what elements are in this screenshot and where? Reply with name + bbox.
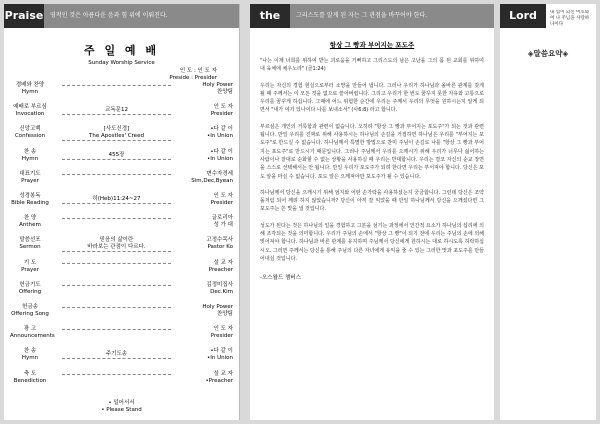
order-item-ko: 신앙고백 xyxy=(19,126,41,133)
order-item-leader xyxy=(181,126,233,140)
leader-ko: •다 같 이 xyxy=(210,348,233,355)
order-item-leader xyxy=(181,171,233,185)
leader-ko: 글로리아 xyxy=(211,215,233,222)
devotional-paragraph: "나는 이제 너희를 위하여 받는 괴로움을 기뻐하고 그리스도의 남은 고난을 그의 몸 된 교회를 위하여 내 육체에 채우노라" (골1:24) xyxy=(260,58,484,73)
sermon-summary-heading: ◈말씀요약◈ xyxy=(527,49,569,58)
order-item-en: Sermon xyxy=(19,244,41,251)
stand-en: • Please Stand xyxy=(101,407,142,413)
order-item-detail-line: [사도신경] xyxy=(103,126,130,133)
order-row xyxy=(10,82,233,106)
leader-en: Sim,Dec,Byean xyxy=(191,177,233,184)
page-title: 주 일 예 배 xyxy=(84,44,159,57)
leader-en: Presider xyxy=(210,333,233,340)
order-item-name xyxy=(10,149,50,163)
order-item-detail: 교독문12 xyxy=(62,107,171,115)
order-item-detail xyxy=(62,126,171,141)
devotional-header-text: 그리스도를 알게 된 자는 그 관점을 바꾸어야 한다. xyxy=(296,12,428,19)
devotional-paragraph: 우리는 자신의 경험 현실으로부터 소망을 만들어 냅니다. 그러나 우리가 하나님과 올바른 관계를 갖게 될 때 주께서는 이 모든 것을 없으로 쓸어버립니다. 그리고 우리가 한 번도 꿈꾸지 못한 자유와 고통으로 우리를 꿈꾸게 하십니다. 그때에 어느 위험한 순간에 우리는 주께서 우리의 무엇을 원하시는지 알게 되면서 "내가 여기 있나이다 나를 보내소서" (사6:8) 라고 합니다. xyxy=(260,82,484,114)
order-item-detail-line: 바라보는 관점이 다르다. xyxy=(87,244,146,251)
order-item-detail: 히(Heb)11:24~27 xyxy=(62,196,171,204)
order-item-en: Hymn xyxy=(21,89,39,95)
order-item-name xyxy=(10,237,50,251)
order-row xyxy=(10,282,233,306)
stand-ko: • 일어서서 xyxy=(108,400,135,406)
order-item-en: Invocation xyxy=(15,111,45,118)
order-item-en: Offering xyxy=(18,288,42,295)
devotional-signature: -오스왈드 챔버스 xyxy=(260,275,301,282)
the-label: the xyxy=(250,4,290,28)
order-item-leader xyxy=(181,104,233,118)
praise-header-text: 영적인 것은 아름다운 음과 힘 위에 이뤄진다. xyxy=(50,12,168,19)
order-item-name xyxy=(10,126,50,140)
leader-ko: •다 같 이 xyxy=(210,126,233,133)
order-item-name xyxy=(10,304,50,318)
leader-ko: 변수자경세 xyxy=(206,170,233,177)
order-item-detail xyxy=(62,285,171,286)
order-row xyxy=(10,371,233,395)
leader-en: Preacher xyxy=(208,266,233,273)
order-row xyxy=(10,237,233,261)
stand-note xyxy=(4,400,239,414)
leader-en: •In Union xyxy=(207,355,233,362)
order-item-leader xyxy=(181,304,233,318)
order-item-leader xyxy=(181,326,233,340)
order-item-detail xyxy=(62,329,171,330)
order-item-ko: 말씀선포 xyxy=(19,237,41,244)
order-row xyxy=(10,171,233,195)
order-item-ko: 대표기도 xyxy=(19,170,41,177)
order-item-detail xyxy=(62,374,171,375)
leader-ko: Holy Power xyxy=(202,304,233,310)
order-item-leader xyxy=(181,82,233,96)
order-row xyxy=(10,215,233,239)
leader-en: Presider xyxy=(210,200,233,206)
order-item-leader xyxy=(181,237,233,251)
leader-en: 찬양팀 xyxy=(217,311,233,317)
order-item-detail xyxy=(62,218,171,219)
order-item-leader xyxy=(181,371,233,385)
order-item-leader xyxy=(181,282,233,296)
page-subtitle: Sunday Worship Service xyxy=(88,60,155,66)
order-item-en: Announcements xyxy=(10,333,55,340)
order-item-en: Anthem xyxy=(19,222,41,229)
order-item-detail xyxy=(62,174,171,175)
order-item-leader xyxy=(181,348,233,362)
order-item-en: Offering Song xyxy=(11,311,49,317)
order-row xyxy=(10,126,233,150)
order-item-en: Prayer xyxy=(21,266,39,273)
order-item-name xyxy=(10,171,50,185)
order-item-name xyxy=(10,348,50,362)
order-item-ko: 찬 송 xyxy=(23,348,37,355)
order-item-detail xyxy=(62,263,171,264)
leader-en: Dec.Kim xyxy=(210,288,233,295)
order-item-detail: 455장 xyxy=(62,152,171,160)
order-item-detail xyxy=(62,307,171,308)
devotional-paragraph: 부르심은 개인의 거룩함과 관련이 없습니다. 오히려 "항상 그 빵과 부어지는 포도주"가 되는 것과 관련됩니다. 만일 우리를 진짜로 위해 사용하시는 하나님의 손길을 거절하면 하나님은 우리를 "부어지는 포도주"로 만드실 수 없습니다. 하나님께서 특별한 방법으로 찬미 주님이 손길로 나를 "항상 그 빵과 부어지는 포도주"로 만드시기 때문입니다. 그러나 주님께서 우리를 으깨시기 위해 우리가 너무나 싫어하는 사람이나 잘대로 순화할 수 없는 상황을 사용하실 때 우리는 반대합니다. 우리는 결코 자신의 순교 장면을 스스로 선택해서는 안 됩니다. 만일 우리가 포도주가 되려 한다면 우리는 부서져야 합니다. 당신은 포도 알을 마실 수 없습니다. 포도 알은 으깨져야만 포도주가 될 수 있습니다. xyxy=(260,123,484,180)
order-row xyxy=(10,149,233,173)
devotional-title: 항상 그 빵과 부어지는 포도주 xyxy=(329,41,415,49)
order-item-en: Benediction xyxy=(13,377,47,384)
order-item-name xyxy=(10,282,50,296)
leader-ko: 김정미집사 xyxy=(206,281,233,288)
leader-en: •In Union xyxy=(207,133,233,140)
order-item-detail xyxy=(62,237,171,252)
leader-ko: 인 도 자 xyxy=(213,193,233,199)
order-item-name xyxy=(10,104,50,118)
devotional-paragraph: 하나님께서 당신을 으깨시기 위해 엄지와 어떤 손가락을 사용하셨는지 궁금합니다. 그런데 당신은 조약돌처럼 되어 깨려 하지 않았습니까? 당신이 아직 잘 익었을 때 만일 하나님께서 당신을 으깨셨다면 그 포도주는 쓴 맛을 낼 것입니다. xyxy=(260,189,484,213)
order-item-en: Hymn xyxy=(21,155,39,162)
praise-header xyxy=(4,4,239,28)
order-item-name xyxy=(10,260,50,274)
order-item-en: Confession xyxy=(14,133,46,140)
order-item-detail: 주기도송 xyxy=(62,351,171,359)
order-item-ko: 예배로 부르심 xyxy=(13,104,47,111)
presider-info xyxy=(4,68,217,82)
order-item-name xyxy=(10,371,50,385)
order-item-name xyxy=(10,82,50,96)
worship-order-panel xyxy=(4,4,240,420)
order-item-ko: 찬 송 xyxy=(23,148,37,155)
order-row xyxy=(10,304,233,328)
order-item-ko: 경배와 찬양 xyxy=(15,82,45,88)
lord-header xyxy=(500,4,596,28)
order-item-leader xyxy=(181,215,233,229)
leader-ko: 설 교 자 xyxy=(213,259,233,266)
sermon-notes-panel xyxy=(500,4,596,420)
devotional-header xyxy=(250,4,494,28)
order-item-en: Hymn xyxy=(21,355,39,362)
order-item-name xyxy=(10,193,50,207)
leader-ko: 인 도 자 xyxy=(213,326,233,333)
leader-en: •In Union xyxy=(207,155,233,162)
order-item-ko: 축 도 xyxy=(23,370,37,377)
order-item-ko: 헌금송 xyxy=(22,304,38,310)
leader-ko: •다 같 이 xyxy=(210,148,233,155)
order-item-leader xyxy=(181,193,233,207)
order-item-detail xyxy=(62,85,171,86)
lord-label: Lord xyxy=(500,4,546,28)
presider-ko: 인 도 : 인 도 자 xyxy=(179,68,217,74)
leader-ko: 인 도 자 xyxy=(213,104,233,111)
order-item-name xyxy=(10,215,50,229)
leader-en: •Preacher xyxy=(205,377,233,384)
order-row xyxy=(10,104,233,128)
order-item-ko: 헌금기도 xyxy=(19,281,41,288)
order-item-detail-line: The Apostles' Creed xyxy=(89,133,144,140)
leader-en: Pastor Ko xyxy=(207,244,233,251)
order-item-ko: 기 도 xyxy=(23,259,37,266)
leader-ko: 설 교 자 xyxy=(213,370,233,377)
order-row xyxy=(10,326,233,350)
order-item-leader xyxy=(181,260,233,274)
leader-en: 찬양팀 xyxy=(217,89,233,95)
order-row xyxy=(10,260,233,284)
order-item-ko: 광 고 xyxy=(23,326,37,333)
devotional-panel xyxy=(250,4,494,420)
devotional-paragraph: 성도가 된다는 것은 하나님의 일을 경험하고 그분을 섬기는 과정에서 인간적 요소가 하나님의 섭리에 의해 조각되는 것을 의미합니다. 우리가 주님의 손에서 "항상 그 빵"이 되기 전에 우리는 주님의 손에 의해 빚어져야 합니다. 하나님과 바른 관계를 유지하며 주님께서 당신에게 원하시는 대로 하시도록 허락하십시오. 그러면 주께서는 당신을 통해 주님의 다른 자녀에게 유익을 줄 수 있는 그러한 맛과 포도주를 만들어내실 것입니다. xyxy=(260,222,484,262)
leader-ko: Holy Power xyxy=(202,82,233,88)
order-row xyxy=(10,193,233,217)
order-item-ko: 찬 양 xyxy=(23,215,37,222)
leader-en: Presider xyxy=(210,111,233,118)
leader-ko: 고정수목사 xyxy=(206,237,233,244)
presider-en: Preside : Presider xyxy=(169,75,217,81)
praise-label: Praise xyxy=(4,4,44,28)
order-item-ko: 성경봉독 xyxy=(19,193,41,199)
order-row xyxy=(10,348,233,372)
order-item-en: Bible Reading xyxy=(11,200,49,206)
leader-en: 성 가 대 xyxy=(213,222,233,229)
order-item-en: Prayer xyxy=(21,177,39,184)
lord-header-text: 내 힘이 되신 여호와여 나 주님을 사랑하나이다 xyxy=(550,10,590,27)
order-item-leader xyxy=(181,149,233,163)
order-item-detail-line: 믿음의 삶이란 xyxy=(99,237,134,244)
order-item-name xyxy=(10,326,55,340)
